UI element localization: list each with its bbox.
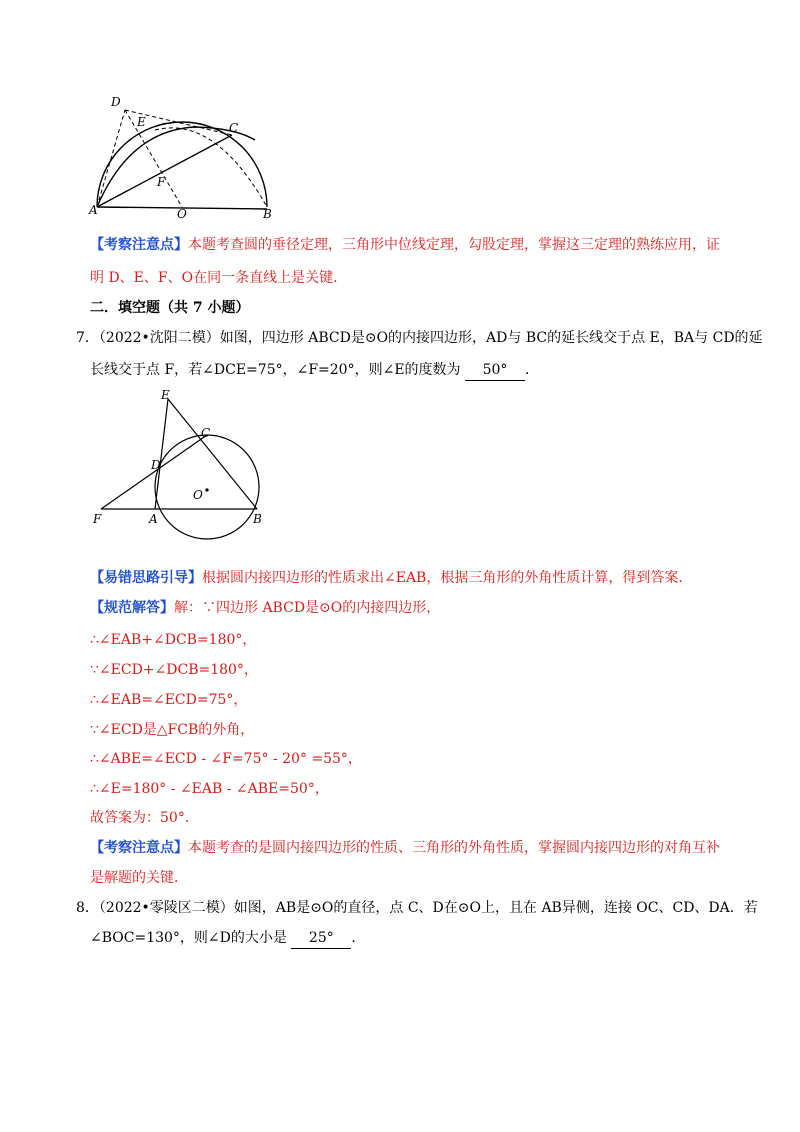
hint-line	[90, 568, 760, 588]
q7-line2	[90, 360, 760, 381]
segment-fc	[101, 435, 207, 509]
section-title: 二．填空题（共 7 小题）	[90, 300, 250, 316]
note1-line2: 明 D、E、F、O在同一条直线上是关键．	[90, 270, 348, 286]
solution-first	[90, 598, 760, 618]
q7-line1: 7．（2022•沈阳二模）如图，四边形 ABCD是⊙O的内接四边形，AD与 BC的延长线交于点 E，BA与 CD的延	[76, 330, 763, 346]
q8-text: ∠BOC=130°，则∠D的大小是	[90, 930, 287, 946]
label-d: D	[111, 95, 121, 109]
note2-tag: 【考察注意点】	[90, 840, 188, 856]
label-b: B	[263, 207, 272, 220]
label-a: A	[89, 203, 98, 217]
label-d2: D	[151, 458, 161, 472]
note1-text1: 本题考查圆的垂径定理，三角形中位线定理，勾股定理，掌握这三定理的熟练应用，证	[188, 237, 720, 253]
label-c2: C	[201, 426, 211, 440]
solution-step: ∴∠EAB+∠DCB=180°，	[90, 632, 257, 648]
circle-o	[155, 435, 259, 539]
label-f2: F	[93, 512, 102, 526]
solution-step: ∴∠EAB=∠ECD=75°，	[90, 692, 248, 708]
note1-tag: 【考察注意点】	[90, 237, 188, 253]
solution-step: ∵∠ECD是△FCB的外角，	[90, 722, 255, 738]
q7-text: 长线交于点 F，若∠DCE=75°，∠F=20°，则∠E的度数为	[90, 362, 461, 378]
q7-answer: 50°	[465, 360, 525, 381]
hint-tag: 【易错思路引导】	[90, 570, 202, 586]
figure-circle	[85, 385, 285, 545]
label-f: F	[157, 175, 166, 189]
solution-text: 解：∵四边形 ABCD是⊙O的内接四边形，	[174, 600, 441, 616]
center-dot	[205, 488, 208, 491]
label-c: C	[229, 121, 239, 135]
segment-do	[125, 110, 182, 207]
solution-tag: 【规范解答】	[90, 600, 174, 616]
label-a2: A	[149, 512, 158, 526]
solution-step: ∴∠ABE=∠ECD - ∠F=75° - 20° =55°，	[90, 751, 362, 767]
label-o2: O	[193, 488, 203, 502]
label-e: E	[137, 115, 146, 129]
hint-text: 根据圆内接四边形的性质求出∠EAB，根据三角形的外角性质计算，得到答案．	[202, 570, 693, 586]
note2-line2: 是解题的关键．	[90, 870, 188, 886]
note1-line1	[90, 235, 760, 255]
label-o: O	[177, 207, 187, 220]
label-b2: B	[253, 512, 262, 526]
q8-line1: 8．（2022•零陵区二模）如图，AB是⊙O的直径，点 C、D在⊙O上，且在 AB异侧，连接 OC、CD、DA．若	[76, 900, 758, 916]
segment-eb	[168, 399, 257, 509]
solution-step: ∴∠E=180° - ∠EAB - ∠ABE=50°，	[90, 781, 329, 797]
note2-line1	[90, 838, 760, 858]
q8-answer: 25°	[291, 928, 351, 949]
solution-step: 故答案为：50°．	[90, 810, 199, 826]
segment-ad	[97, 110, 125, 207]
note2-text1: 本题考查的是圆内接四边形的性质、三角形的外角性质，掌握圆内接四边形的对角互补	[188, 840, 720, 856]
solution-step: ∵∠ECD+∠DCB=180°，	[90, 662, 258, 678]
q8-end: ．	[351, 930, 366, 946]
label-e2: E	[161, 388, 170, 402]
figure-semicircle	[85, 90, 285, 220]
q7-end: ．	[525, 362, 539, 378]
q8-line2	[90, 928, 760, 949]
